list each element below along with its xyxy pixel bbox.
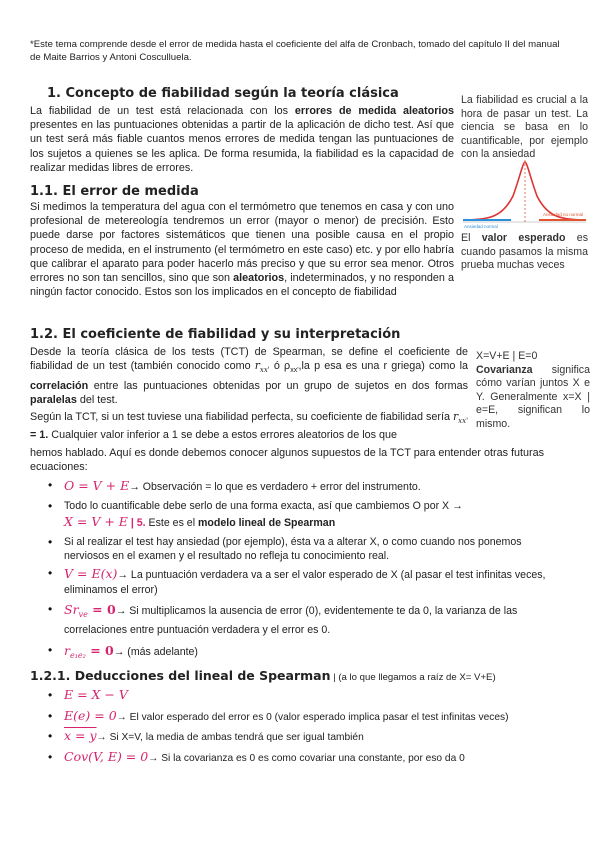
list-item: • V = E(x)→ La puntuación verdadera va a ser el valor esperado de X (al pasar el test infinitas veces, eliminamos el error)	[46, 566, 566, 599]
legend-abnormal: Ansiedad no normal	[543, 212, 584, 217]
section-1-2-paragraph: Desde la teoría clásica de los tests (TCT) de Spearman, se define el coeficiente de fiabilidad de un test (también conocido como $r_{xx'}$ ó $\rho_{xx'},la$ p esa es una r griega) como la correlación entre las puntuaciones obtenidas por un grupo de sujetos en dos formas paralelas del test.	[30, 346, 468, 406]
section-1-1-title: 1.1. El error de medida	[30, 184, 199, 199]
section-1-paragraph: La fiabilidad de un test está relacionada con los errores de medida aleatorios presentes en las puntuaciones obtenidas a partir de la aplicación de dicho test. Así que un test será más fiable cuantos menos errores de medida tengan las puntuaciones de los sujetos a quienes se les aplica. De forma resumida, la fiabilidad es la capacidad de realizar medidas libres de errores.	[30, 105, 454, 174]
list-item: • Todo lo cuantificable debe serlo de una forma exacta, así que cambiemos O por X → X = V + E | 5. Este es el modelo lineal de Spearman	[46, 499, 566, 532]
list-item: • $Sr_{ve} = 0\to Si$ multiplicamos la ausencia de error (0), evidentemente te da 0, la varianza de las correlaciones entre puntuación verdadera y el error es 0.	[46, 602, 566, 638]
deductions-list	[46, 686, 566, 768]
section-1-2-paragraph-2: Según la TCT, si un test tuviese una fiabilidad perfecta, su coeficiente de fiabilidad sería $r_{xx'} = 1$. Cualquier valor inferior a 1 se debe a estos errores aleatorios de los que	[30, 410, 468, 442]
header-note: *Este tema comprende desde el error de medida hasta el coeficiente del alfa de Cronbach, tomado del capítulo II del manual de Maite Barrios y Antoni Cosculluela.	[30, 39, 560, 63]
list-item: • E(e) = 0→ El valor esperado del error es 0 (valor esperado implica pasar el test infinitas veces)	[46, 707, 566, 728]
section-1-2-paragraph-3: hemos hablado. Aquí es donde debemos conocer algunos supuestos de la TCT para entender otras futuras ecuaciones:	[30, 447, 544, 474]
list-item: • E = X − V	[46, 686, 566, 707]
list-item: • Si al realizar el test hay ansiedad (por ejemplo), ésta va a alterar X, o como cuando nos ponemos nerviosos en el examen y el resultado no refleja tu conocimiento real.	[46, 535, 566, 563]
legend-normal: Ansiedad normal	[464, 224, 498, 229]
list-item: • O = V + E→ Observación = lo que es verdadero + error del instrumento.	[46, 478, 566, 496]
assumptions-list	[46, 478, 566, 664]
sidebox-covarianza: X=V+E | E=0 Covarianza significa cómo varían juntos X e Y. Generalmente x=X | e=E, significan lo mismo.	[476, 350, 590, 430]
section-1-title: 1. Concepto de fiabilidad según la teoría clásica	[47, 86, 399, 101]
list-item: • x = y→ Si X=V, la media de ambas tendrá que ser igual también	[46, 727, 566, 748]
list-item: • $r_{e_1e_2} = 0\to$ (más adelante)	[46, 643, 566, 664]
sidebox-fiabilidad-text: La fiabilidad es crucial a la hora de pasar un test. La ciencia se basa en lo cuantificable, por ejemplo con la ansiedad	[461, 94, 588, 161]
section-1-2-1-suffix: | (a lo que llegamos a raíz de X= V+E)	[330, 672, 496, 683]
sidebox-valor-esperado: El valor esperado es cuando pasamos la misma prueba muchas veces	[461, 232, 588, 272]
section-1-2-title: 1.2. El coeficiente de fiabilidad y su interpretación	[30, 327, 401, 342]
section-1-1-paragraph: Si medimos la temperatura del agua con el termómetro que tenemos en casa y con uno profesional de metereología tendremos un error (mayor o menor) de precisión. Esto puede darse por factores sistemáticos que tienen una posible causa en el propio proceso de medida, en el instrumento (el termómetro en este caso) etc. y por ello habría que calibrar el aparato para poder hacerlo más preciso y que su error sea menor. Otros errores no son tan sencillos, sino que son aleatorios, indeterminados, y no responden a ningún factor conocido. Estos son los implicados en el concepto de fiabilidad	[30, 201, 454, 299]
section-1-2-1-title: 1.2.1. Deducciones del lineal de Spearman	[30, 668, 331, 683]
list-item: • Cov(V, E) = 0→ Si la covarianza es 0 es como covariar una constante, por eso da 0	[46, 748, 566, 769]
normal-curve-figure	[461, 156, 588, 230]
